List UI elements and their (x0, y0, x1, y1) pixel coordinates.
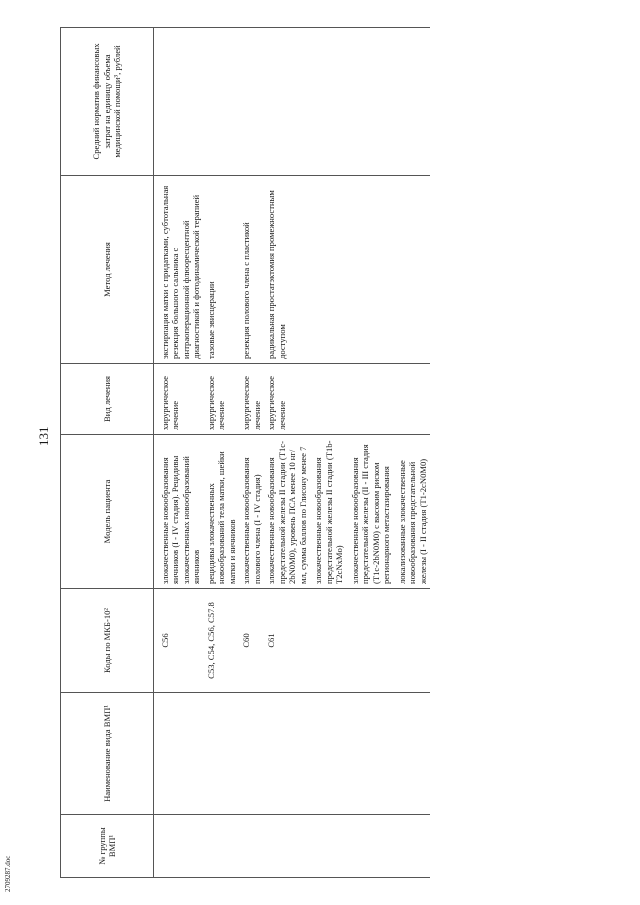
rotated-table-container (60, 28, 610, 878)
model-item: локализованные злокачественные новообразования предстательной железы (I - II стадия (T1-2cN0M0) (396, 458, 428, 584)
model-item: злокачественные новообразования предстательной железы II стадии (T1b-T2cNxMo) (313, 440, 345, 584)
cell-name (239, 693, 264, 815)
model-item: злокачественные новообразования предстательной железы II стадии (T1c-2bN0M0), уровень ПСА менее 10 нг/мл, сумма баллов по Глисону менее 7 (266, 441, 308, 584)
cell-group (264, 815, 430, 878)
table-row (264, 28, 430, 878)
header-patient-model: Модель пациента (61, 435, 154, 589)
model-item: злокачественные новообразования предстательной железы (II - III стадия (T1c-2bN0M0) с высоким риском регионарного метастазирования (349, 444, 392, 584)
cell-codes: C61 (264, 589, 430, 693)
header-treatment-type: Вид лечения (61, 364, 154, 435)
cell-codes: C60 (239, 589, 264, 693)
cell-cost (264, 28, 430, 176)
vmp-table (60, 27, 430, 878)
cell-group (204, 815, 239, 878)
cell-codes: C56 (154, 589, 204, 693)
cell-cost (154, 28, 204, 176)
cell-model (264, 435, 430, 589)
cell-codes: C53, C54, C56, C57.8 (204, 589, 239, 693)
cell-model: рецидивы злокачественных новообразований тела матки, шейки матки и яичников (204, 435, 239, 589)
header-icd-codes: Коды по МКБ-10² (61, 589, 154, 693)
cell-type: хирургическое лечение (239, 364, 264, 435)
cell-type: хирургическое лечение (264, 364, 430, 435)
file-label: 2709287.doc (4, 855, 12, 892)
cell-type: хирургическое лечение (204, 364, 239, 435)
cell-group (239, 815, 264, 878)
cell-model: злокачественные новообразования полового члена (I - IV стадия) (239, 435, 264, 589)
cell-cost (239, 28, 264, 176)
cell-method: резекция полового члена с пластикой (239, 176, 264, 364)
cell-model: злокачественные новообразования яичников (I - IV стадия). Рецидивы злокачественных новообразований яичников (154, 435, 204, 589)
cell-method: радикальная простатэктомия промежностным доступом (264, 176, 430, 364)
header-treatment-method: Метод лечения (61, 176, 154, 364)
cell-name (264, 693, 430, 815)
cell-cost (204, 28, 239, 176)
table-row (154, 28, 204, 878)
table-header-row (61, 28, 154, 878)
table-row (239, 28, 264, 878)
header-vmp-name: Наименование вида ВМП¹ (61, 693, 154, 815)
cell-method: экстирпация матки с придатками, субтотальная резекция большого сальника с интраоперационной флюоресцентной диагностикой и фотодинамической терапией (154, 176, 204, 364)
cell-group (154, 815, 204, 878)
cell-name (154, 693, 204, 815)
cell-type: хирургическое лечение (154, 364, 204, 435)
header-group-number: № группы ВМП¹ (61, 815, 154, 878)
cell-method: тазовые эвисцерации (204, 176, 239, 364)
header-average-cost: Средний норматив финансовых затрат на единицу объема медицинской помощи³, рублей (61, 28, 154, 176)
table-row (204, 28, 239, 878)
cell-name (204, 693, 239, 815)
